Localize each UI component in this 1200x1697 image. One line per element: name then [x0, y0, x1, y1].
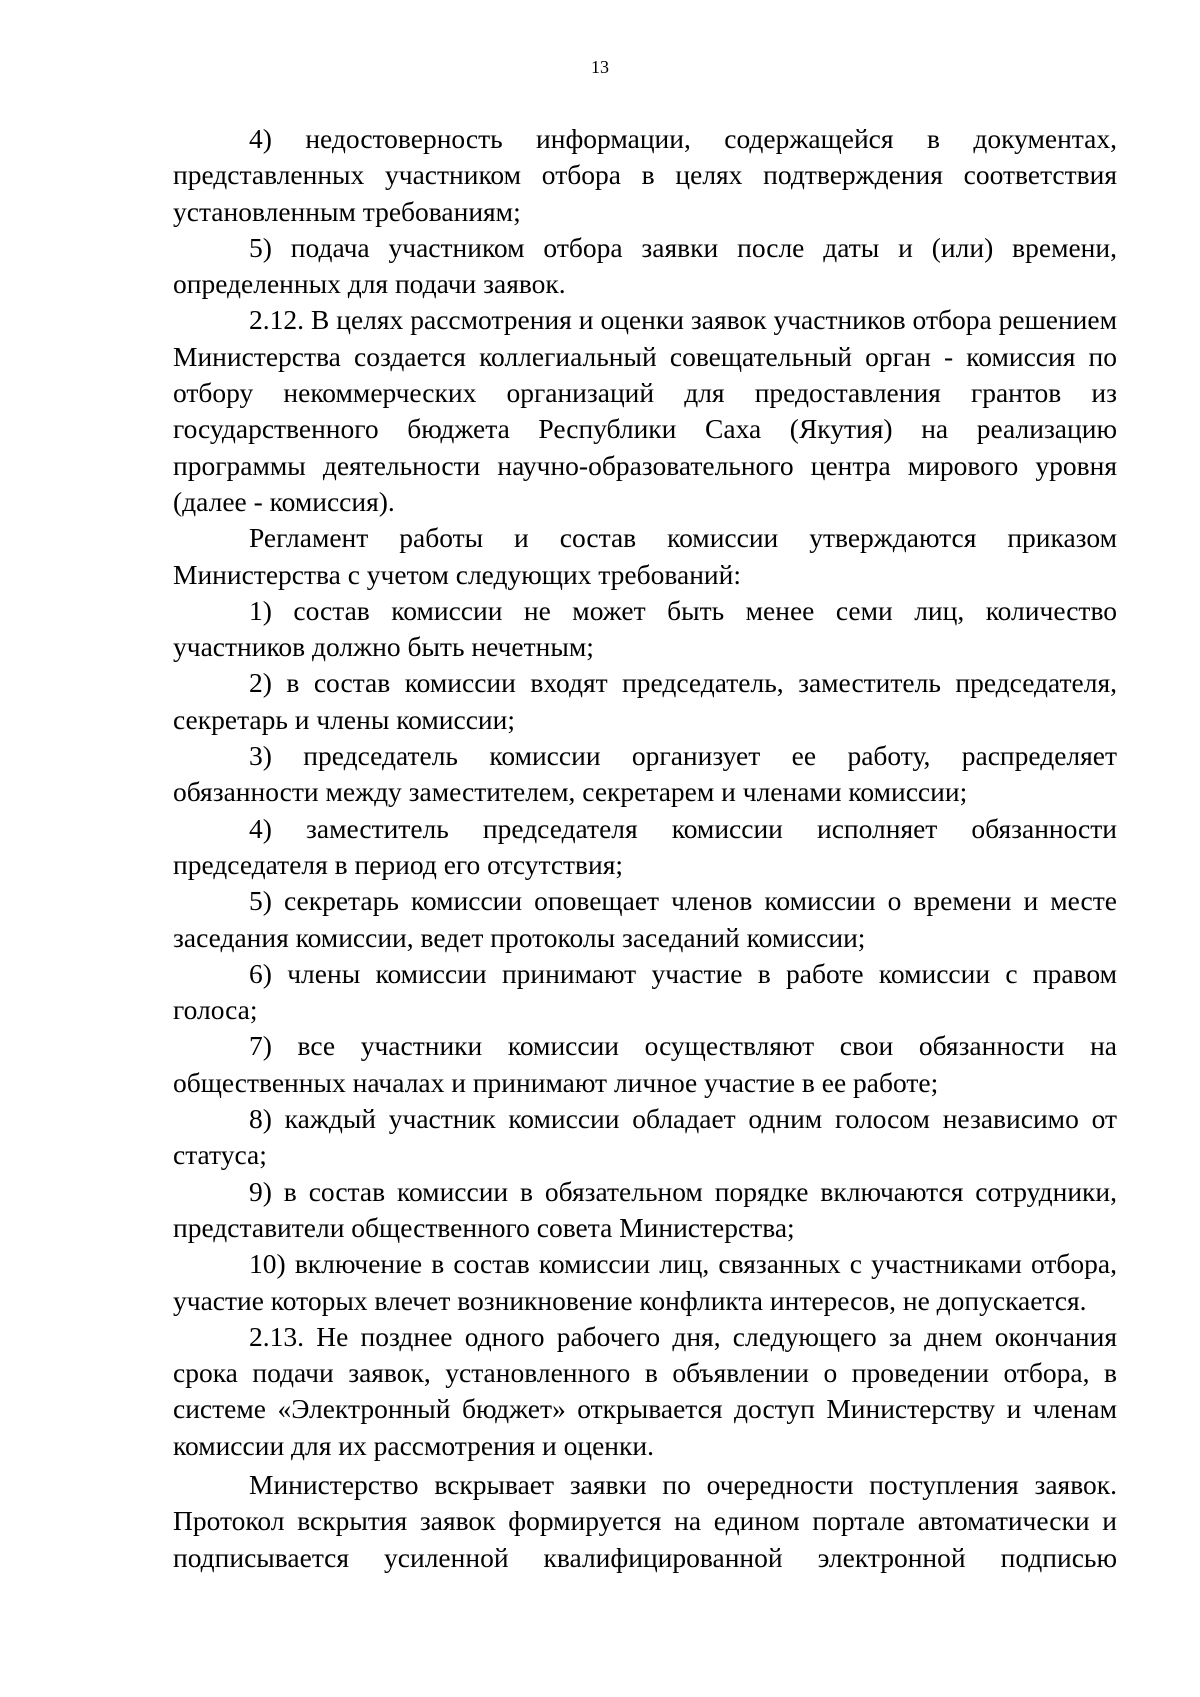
paragraph-requirement-10: 10) включение в состав комиссии лиц, связанных с участниками отбора, участие которых влечет возникновение конфликта интересов, не допускается. — [173, 1248, 1117, 1316]
paragraph-requirement-9: 9) в состав комиссии в обязательном порядке включаются сотрудники, представители общественного совета Министерства; — [173, 1175, 1117, 1243]
paragraph-requirement-2: 2) в состав комиссии входят председатель, заместитель председателя, секретарь и члены комиссии; — [173, 667, 1117, 735]
paragraph-item-5-late-submission: 5) подача участником отбора заявки после даты и (или) времени, определенных для подачи заявок. — [173, 231, 1117, 300]
paragraph-opening-protocol: Министерство вскрывает заявки по очередности поступления заявок. Протокол вскрытия заявок формируется на едином портале автоматически и подписывается усиленной квалифицированной электронной подписью — [173, 1468, 1117, 1573]
paragraph-regulations: Регламент работы и состав комиссии утверждаются приказом Министерства с учетом следующих требований: — [173, 522, 1117, 590]
paragraph-2-12-commission: 2.12. В целях рассмотрения и оценки заявок участников отбора решением Министерства создается коллегиальный совещательный орган - комиссия по отбору некоммерческих организаций для предоставления грантов из государственного бюджета Республики Саха (Якутия) на реализацию программы деятельности научно-образовательного центра мирового уровня (далее - комиссия). — [173, 304, 1117, 517]
paragraph-requirement-4: 4) заместитель председателя комиссии исполняет обязанности председателя в период его отсутствия; — [173, 812, 1117, 880]
paragraph-item-4-inaccurate-info: 4) недостоверность информации, содержащейся в документах, представленных участником отбора в целях подтверждения соответствия установленным требованиям; — [173, 123, 1117, 227]
page-number: 13 — [591, 57, 609, 77]
paragraph-requirement-6: 6) члены комиссии принимают участие в работе комиссии с правом голоса; — [173, 957, 1117, 1026]
document-body — [173, 121, 1117, 1576]
paragraph-requirement-3: 3) председатель комиссии организует ее работу, распределяет обязанности между заместителем, секретарем и членами комиссии; — [173, 740, 1117, 808]
paragraph-requirement-5: 5) секретарь комиссии оповещает членов комиссии о времени и месте заседания комиссии, ведет протоколы заседаний комиссии; — [173, 885, 1117, 953]
paragraph-requirement-7: 7) все участники комиссии осуществляют свои обязанности на общественных началах и принимают личное участие в ее работе; — [173, 1030, 1117, 1098]
paragraph-requirement-8: 8) каждый участник комиссии обладает одним голосом независимо от статуса; — [173, 1103, 1117, 1171]
paragraph-requirement-1: 1) состав комиссии не может быть менее семи лиц, количество участников должно быть нечетным; — [173, 594, 1117, 663]
paragraph-2-13-access: 2.13. Не позднее одного рабочего дня, следующего за днем окончания срока подачи заявок, установленного в объявлении о проведении отбора, в системе «Электронный бюджет» открывается доступ Министерству и членам комиссии для их рассмотрения и оценки. — [173, 1320, 1117, 1461]
